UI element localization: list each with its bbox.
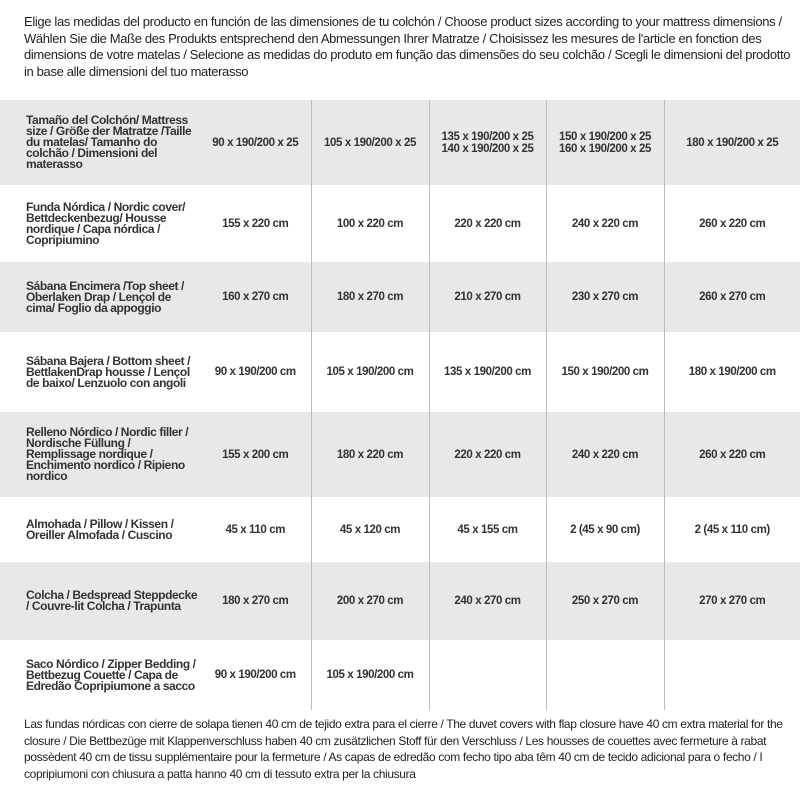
size-cell: 200 x 270 cm bbox=[311, 562, 429, 640]
table-row bbox=[0, 412, 800, 497]
size-cell: 135 x 190/200 cm bbox=[429, 332, 546, 412]
row-label: Colcha / Bedspread Steppdecke / Couvre-lit Colcha / Trapunta bbox=[26, 588, 198, 613]
size-cell: 220 x 220 cm bbox=[429, 185, 546, 262]
table-row bbox=[0, 562, 800, 640]
size-cell: 100 x 220 cm bbox=[311, 185, 429, 262]
size-cell: 260 x 220 cm bbox=[664, 185, 800, 262]
size-cell: 45 x 120 cm bbox=[311, 497, 429, 562]
size-cell: 105 x 190/200 x 25 bbox=[311, 100, 429, 185]
row-label: Sábana Encimera /Top sheet / Oberlaken Drap / Lençol de cima/ Foglio da appoggio bbox=[26, 278, 184, 315]
row-label: Sábana Bajera / Bottom sheet / BettlakenDrap housse / Lençol de baixo/ Lenzuolo con angoli bbox=[26, 353, 191, 390]
size-cell: 180 x 190/200 cm bbox=[664, 332, 800, 412]
size-cell: 230 x 270 cm bbox=[546, 262, 664, 332]
size-cell: 180 x 220 cm bbox=[311, 412, 429, 497]
size-cell: 240 x 270 cm bbox=[429, 562, 546, 640]
footnote: Las fundas nórdicas con cierre de solapa tienen 40 cm de tejido extra para el cierre / The duvet covers with flap closure have 40 cm extra material for the closure / Die Bettbezüge mit Klappenverschluss haben 40 cm zusätzlichen Stoff für den Verschluss / Les housses de couettes avec fermeture à rabat possèdent 40 cm de tissu supplémentaire pour la fermeture / As capas de edredão com fecho tipo aba têm 40 cm de tecido adicional para o fecho / I copripiumoni con chiusura a patta hanno 40 cm di tessuto extra per la chiusura bbox=[24, 717, 783, 781]
table-row bbox=[0, 185, 800, 262]
size-cell: 45 x 155 cm bbox=[429, 497, 546, 562]
row-label: Saco Nórdico / Zipper Bedding / Bettbezug Couette / Capa de Edredão Copripiumone a sacco bbox=[26, 656, 196, 693]
size-cell: 90 x 190/200 cm bbox=[214, 669, 296, 681]
size-cell: 210 x 270 cm bbox=[429, 262, 546, 332]
size-cell: 260 x 220 cm bbox=[664, 412, 800, 497]
size-cell: 105 x 190/200 cm bbox=[311, 640, 429, 710]
row-label: Almohada / Pillow / Kissen / Oreiller Almofada / Cuscino bbox=[26, 516, 174, 542]
row-label: Relleno Nórdico / Nordic filler / Nordische Füllung / Remplissage nordique / Enchimento nordico / Ripieno nordico bbox=[26, 425, 189, 483]
size-cell bbox=[429, 640, 546, 710]
size-cell: 90 x 190/200 x 25 bbox=[212, 136, 299, 149]
row-label: Funda Nórdica / Nordic cover/ Bettdeckenbezug/ Housse nordique / Capa nórdica / Copripiumino bbox=[26, 199, 186, 247]
size-cell: 180 x 270 cm bbox=[222, 595, 289, 607]
size-cell: 150 x 190/200 cm bbox=[546, 332, 664, 412]
size-cell: 180 x 190/200 x 25 bbox=[664, 100, 800, 185]
table-row bbox=[0, 497, 800, 562]
size-cell: 240 x 220 cm bbox=[546, 185, 664, 262]
table-row bbox=[0, 332, 800, 412]
intro-text: Elige las medidas del producto en función de las dimensiones de tu colchón / Choose product sizes according to your mattress dimensions / Wählen Sie die Maße des Produkts entsprechend den Abmessungen Ihrer Matratze / Choisissez les mesures de l'article en fonction des dimensions de votre matelas / Selecione as medidas do produto em função das dimensões do seu colchão / Scegli le dimensioni del prodotto in base alle dimensioni del tuo materasso bbox=[24, 14, 791, 79]
size-cell: 135 x 190/200 x 25 140 x 190/200 x 25 bbox=[429, 100, 546, 185]
size-cell: 220 x 220 cm bbox=[429, 412, 546, 497]
size-cell: 250 x 270 cm bbox=[546, 562, 664, 640]
size-cell: 180 x 270 cm bbox=[311, 262, 429, 332]
table-row bbox=[0, 100, 800, 185]
table-row bbox=[0, 262, 800, 332]
size-cell bbox=[546, 640, 664, 710]
row-label: Tamaño del Colchón/ Mattress size / Größe der Matratze /Taille du matelas/ Tamanho do colchão / Dimensioni del materasso bbox=[26, 113, 192, 171]
size-cell: 45 x 110 cm bbox=[225, 523, 286, 536]
size-cell: 2 (45 x 110 cm) bbox=[664, 497, 800, 562]
size-cell: 155 x 200 cm bbox=[222, 448, 289, 461]
size-cell: 160 x 270 cm bbox=[222, 291, 289, 303]
size-cell: 2 (45 x 90 cm) bbox=[546, 497, 664, 562]
size-cell bbox=[664, 640, 800, 710]
size-cell: 240 x 220 cm bbox=[546, 412, 664, 497]
size-cell: 260 x 270 cm bbox=[664, 262, 800, 332]
size-cell: 150 x 190/200 x 25 160 x 190/200 x 25 bbox=[546, 100, 664, 185]
size-cell: 105 x 190/200 cm bbox=[311, 332, 429, 412]
size-cell: 270 x 270 cm bbox=[664, 562, 800, 640]
size-cell: 90 x 190/200 cm bbox=[214, 366, 296, 378]
size-table bbox=[0, 100, 800, 710]
table-row bbox=[0, 640, 800, 710]
size-cell: 155 x 220 cm bbox=[222, 217, 289, 230]
